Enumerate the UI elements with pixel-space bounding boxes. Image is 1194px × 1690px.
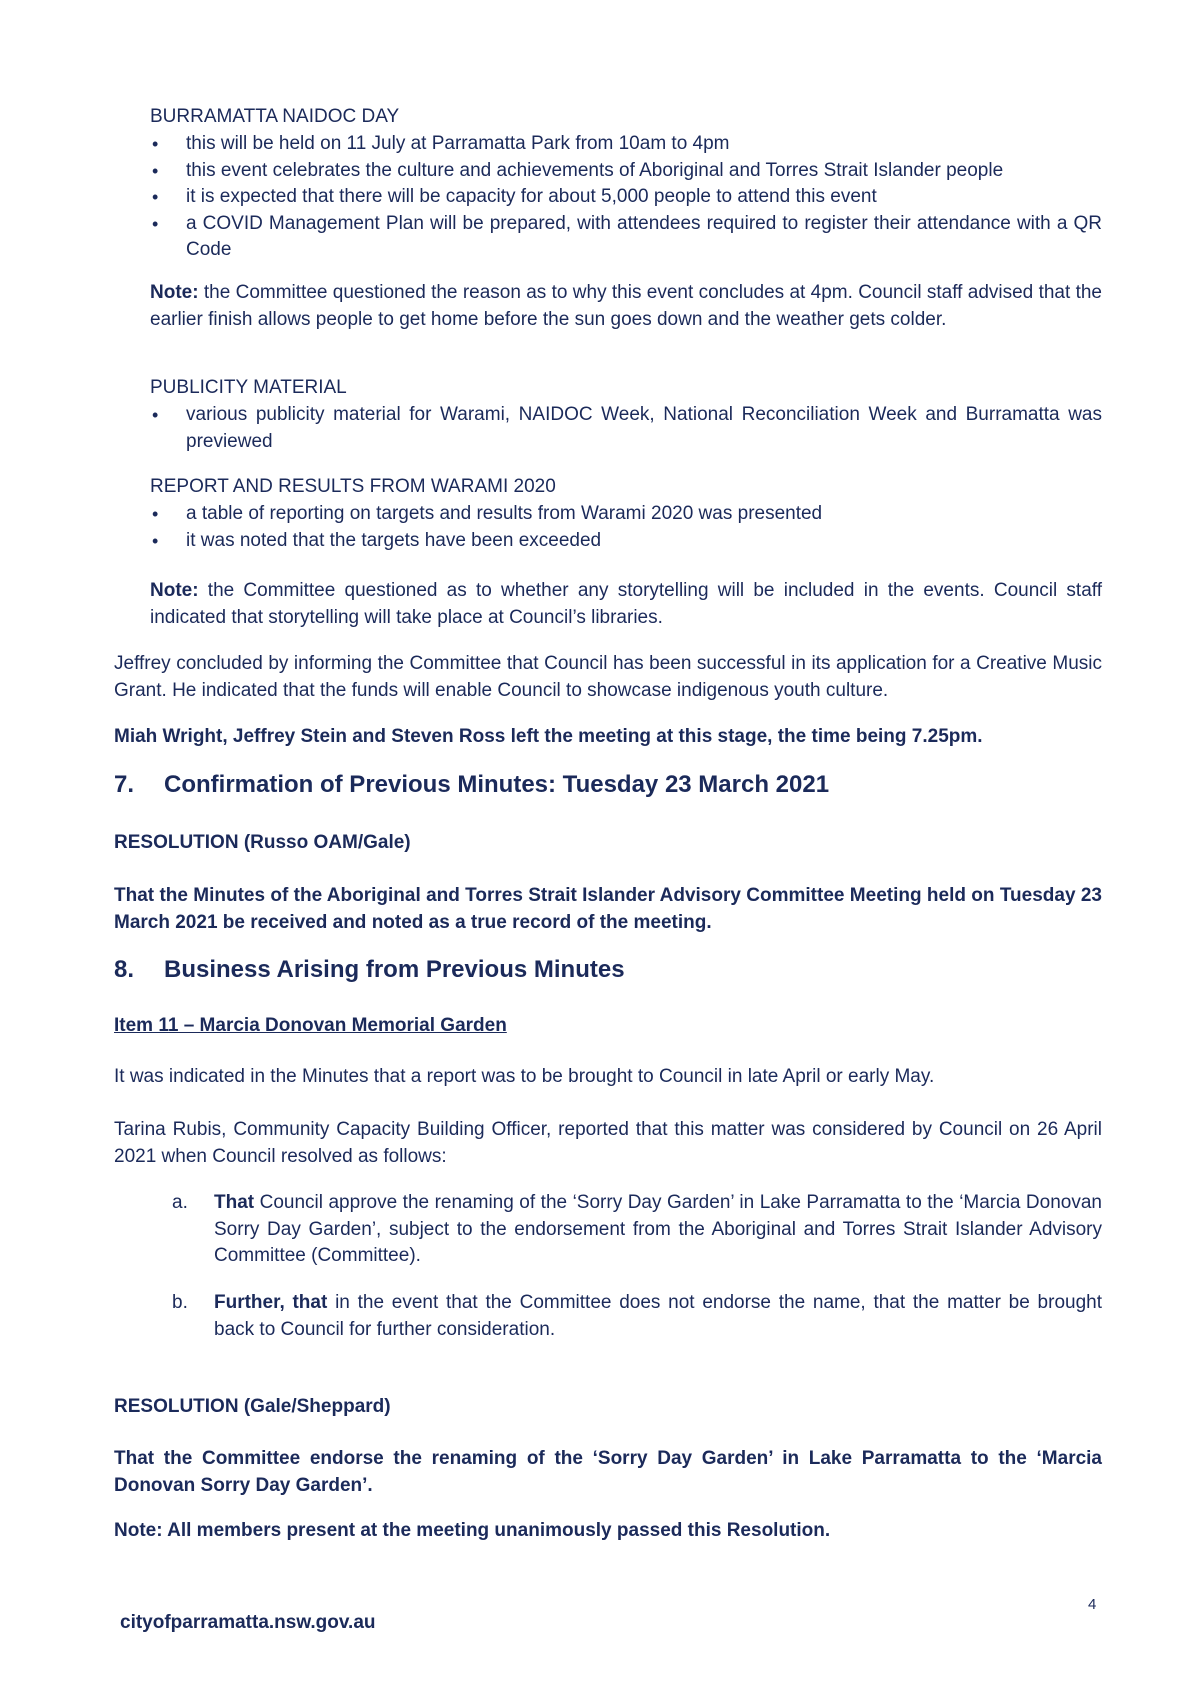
report-bullet-list: [150, 501, 1102, 554]
jeffrey-paragraph: Jeffrey concluded by informing the Committee that Council has been successful in its application for a Creative Music Grant. He indicated that the funds will enable Council to showcase indigenous youth culture.: [114, 653, 1102, 701]
item-letter: a.: [172, 1192, 188, 1213]
section-8-heading: [114, 955, 625, 985]
item-11-heading: Item 11 – Marcia Donovan Memorial Garden: [114, 1015, 507, 1036]
section-title: Confirmation of Previous Minutes: Tuesday 23 March 2021: [164, 771, 830, 798]
list-item: • various publicity material for Warami, NAIDOC Week, National Reconciliation Week and Burramatta was previewed: [150, 402, 1102, 455]
page-number: 4: [1088, 1596, 1097, 1613]
note-label: Note:: [150, 282, 199, 303]
list-item: • this will be held on 11 July at Parramatta Park from 10am to 4pm: [150, 131, 1102, 158]
item-letter: b.: [172, 1292, 188, 1313]
item-lead: Further, that: [214, 1292, 328, 1313]
list-item: • this event celebrates the culture and achievements of Aboriginal and Torres Strait Islander people: [150, 158, 1102, 185]
item-text: [214, 1290, 1102, 1343]
note-label: Note:: [150, 580, 199, 601]
list-item: • a COVID Management Plan will be prepared, with attendees required to register their attendance with a QR Code: [150, 211, 1102, 264]
section-8-paragraph-1: It was indicated in the Minutes that a report was to be brought to Council in late April or early May.: [114, 1066, 935, 1087]
list-item: • it is expected that there will be capacity for about 5,000 people to attend this event: [150, 184, 1102, 211]
section-8-resolution-text: That the Committee endorse the renaming of the ‘Sorry Day Garden’ in Lake Parramatta to the ‘Marcia Donovan Sorry Day Garden’.: [114, 1448, 1102, 1496]
naidoc-note: [150, 280, 1102, 333]
report-heading: REPORT AND RESULTS FROM WARAMI 2020: [150, 476, 556, 497]
section-8-note: Note: All members present at the meeting unanimously passed this Resolution.: [114, 1520, 831, 1541]
section-7-resolution-heading: RESOLUTION (Russo OAM/Gale): [114, 832, 411, 853]
section-number: 8.: [114, 956, 135, 983]
section-title: Business Arising from Previous Minutes: [164, 956, 625, 983]
naidoc-bullet-list: [150, 131, 1102, 264]
note-text: the Committee questioned as to whether any storytelling will be included in the events. Council staff indicated that storytelling will take place at Council’s libraries.: [150, 580, 1102, 628]
left-meeting-statement: Miah Wright, Jeffrey Stein and Steven Ross left the meeting at this stage, the time being 7.25pm.: [114, 726, 983, 747]
resolution-item-a: [172, 1190, 1102, 1270]
publicity-heading: PUBLICITY MATERIAL: [150, 377, 347, 398]
note-text: the Committee questioned the reason as to why this event concludes at 4pm. Council staff advised that the earlier finish allows people to get home before the sun goes down and the weather gets colder.: [150, 282, 1102, 330]
resolution-item-b: [172, 1290, 1102, 1343]
item-body: in the event that the Committee does not endorse the name, that the matter be brought back to Council for further consideration.: [214, 1292, 1102, 1340]
section-8-paragraph-2: Tarina Rubis, Community Capacity Building Officer, reported that this matter was considered by Council on 26 April 2021 when Council resolved as follows:: [114, 1119, 1102, 1167]
item-text: [214, 1190, 1102, 1270]
list-item: • it was noted that the targets have been exceeded: [150, 528, 1102, 555]
footer-website: cityofparramatta.nsw.gov.au: [120, 1612, 376, 1633]
publicity-bullet-list: [150, 402, 1102, 455]
section-7-resolution-text: That the Minutes of the Aboriginal and Torres Strait Islander Advisory Committee Meeting held on Tuesday 23 March 2021 be received and noted as a true record of the meeting.: [114, 885, 1102, 933]
report-note: [150, 578, 1102, 631]
naidoc-heading: BURRAMATTA NAIDOC DAY: [150, 106, 400, 127]
section-7-heading: [114, 770, 829, 800]
item-body: Council approve the renaming of the ‘Sorry Day Garden’ in Lake Parramatta to the ‘Marcia Donovan Sorry Day Garden’, subject to the endorsement from the Aboriginal and Torres Strait Islander Advisory Committee (Committee).: [214, 1192, 1102, 1266]
section-number: 7.: [114, 771, 135, 798]
section-8-resolution-heading: RESOLUTION (Gale/Sheppard): [114, 1396, 391, 1417]
list-item: • a table of reporting on targets and results from Warami 2020 was presented: [150, 501, 1102, 528]
item-lead: That: [214, 1192, 255, 1213]
